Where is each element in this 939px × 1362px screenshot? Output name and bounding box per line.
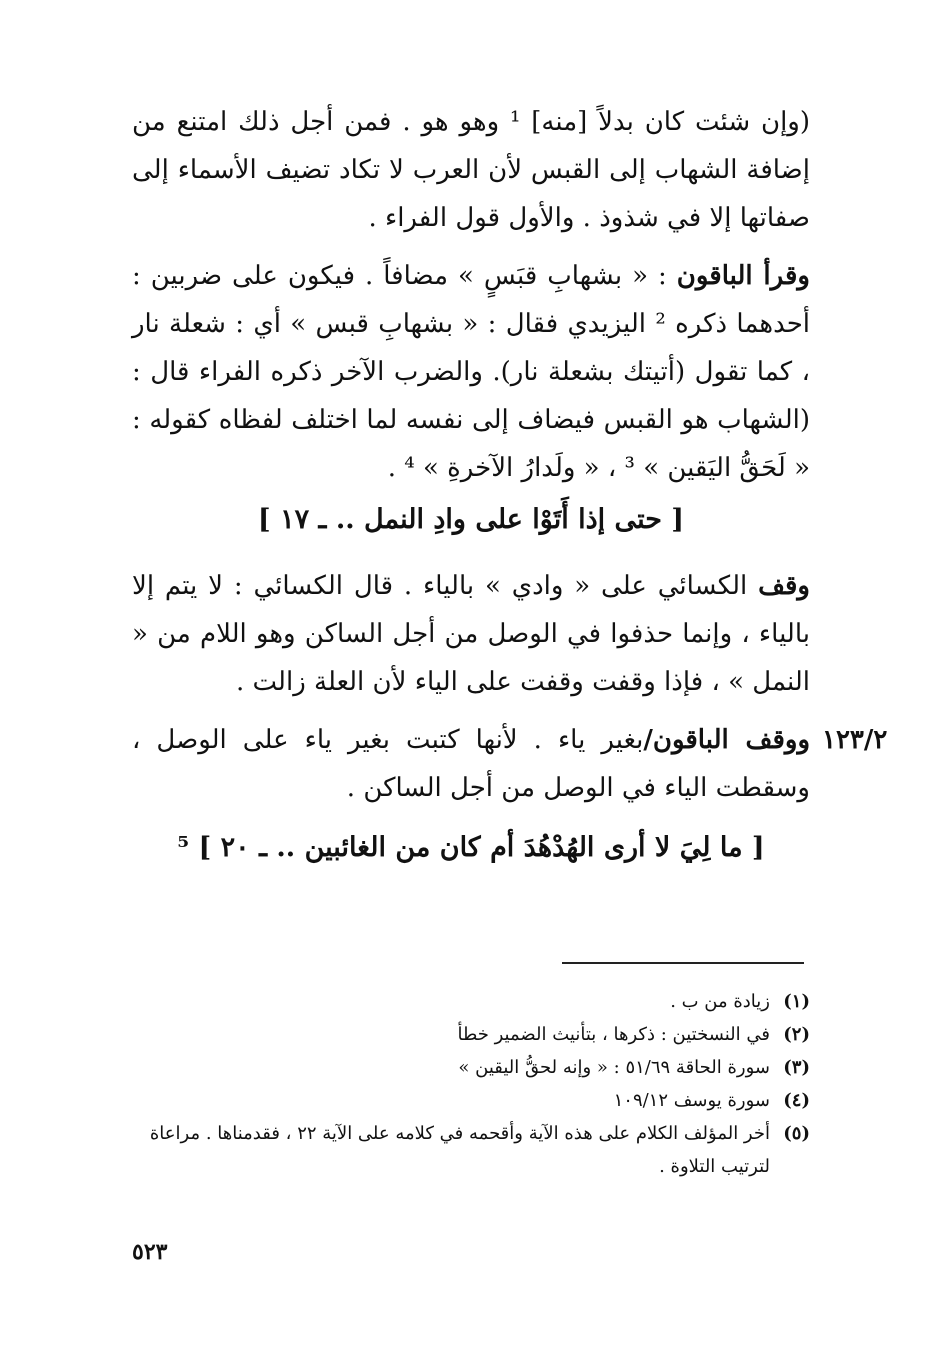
footnote-text: في النسختين : ذكرها ، بتأنيث الضمير خطأ: [457, 1024, 770, 1045]
manuscript-folio-reference: ١٢٣/٢: [822, 725, 888, 755]
paragraph-text: : « بشهابِ قبَسٍ » مضافاً . فيكون على ضربين : أحدهما ذكره ² اليزيدي فقال : « بشهابِ قبس » أي : شعلة نار ، كما تقول (أتيتك بشعلة نار). والضرب الآخر ذكره الفراء قال : (الشهاب هو القبس فيضاف إلى نفسه لما اختلف لفظاه كقوله : « لَحَقُّ اليَقين » ³ ، « ولَدارُ الآخرةِ » ⁴ .: [132, 261, 811, 483]
footnote: [132, 1084, 810, 1117]
footnote-number: (١): [783, 991, 810, 1012]
quran-verse-heading: [ ما لِيَ لا أرى الهُدْهُدَ أم كان من الغائبين .. ـ ٢٠ ] ⁵: [177, 832, 765, 863]
paragraph-4: [132, 716, 810, 812]
footnote-text: سورة الحاقة ٥١/٦٩ : « وإنه لحقُّ اليقين »: [458, 1057, 770, 1078]
footnote: [132, 1018, 810, 1051]
footnote-number: (٥): [783, 1123, 810, 1144]
paragraph-text: الكسائي على « وادي » بالياء . قال الكسائي : لا يتم إلا بالياء ، وإنما حذفوا في الوصل من أجل الساكن وهو اللام من « النمل » ، فإذا وقفت وقفت على الياء لأن العلة زالت .: [132, 571, 810, 697]
quran-verse-heading: [ حتى إذا أَتَوْا على وادِ النمل .. ـ ١٧ ]: [257, 504, 685, 535]
paragraph-lead: ووقف الباقون/: [643, 725, 810, 755]
footnote: [132, 1117, 810, 1183]
footnote-number: (٢): [783, 1024, 810, 1045]
paragraph-text: بغير ياء . لأنها كتبت بغير ياء على الوصل ، وسقطت الياء في الوصل من أجل الساكن .: [132, 725, 810, 803]
paragraph-1: [132, 98, 810, 242]
footnote-text: سورة يوسف ١٠٩/١٢: [613, 1090, 770, 1111]
footnote-text: زيادة من ب .: [670, 991, 770, 1012]
paragraph-lead: وقف: [758, 571, 810, 601]
footnote-number: (٣): [783, 1057, 810, 1078]
footnote-text: أخر المؤلف الكلام على هذه الآية وأقحمه في كلامه على الآية ٢٢ ، فقدمناها . مراعاة لترتيب التلاوة .: [149, 1123, 770, 1177]
footnote: [132, 985, 810, 1018]
paragraph-2: [132, 252, 810, 492]
page-number: ٥٢٣: [132, 1239, 168, 1265]
footnote-number: (٤): [783, 1090, 810, 1111]
footnotes: [132, 985, 810, 1183]
paragraph-lead: وقرأ الباقون: [676, 261, 810, 291]
footnote: [132, 1051, 810, 1084]
footnote-separator: [562, 962, 804, 964]
paragraph-text: (وإن شئت كان بدلاً [منه] ¹ وهو هو . فمن أجل ذلك امتنع من إضافة الشهاب إلى القبس لأن العرب لا تكاد تضيف الأسماء إلى صفاتها إلا في شذوذ . والأول قول الفراء .: [132, 107, 810, 233]
paragraph-3: [132, 562, 810, 706]
